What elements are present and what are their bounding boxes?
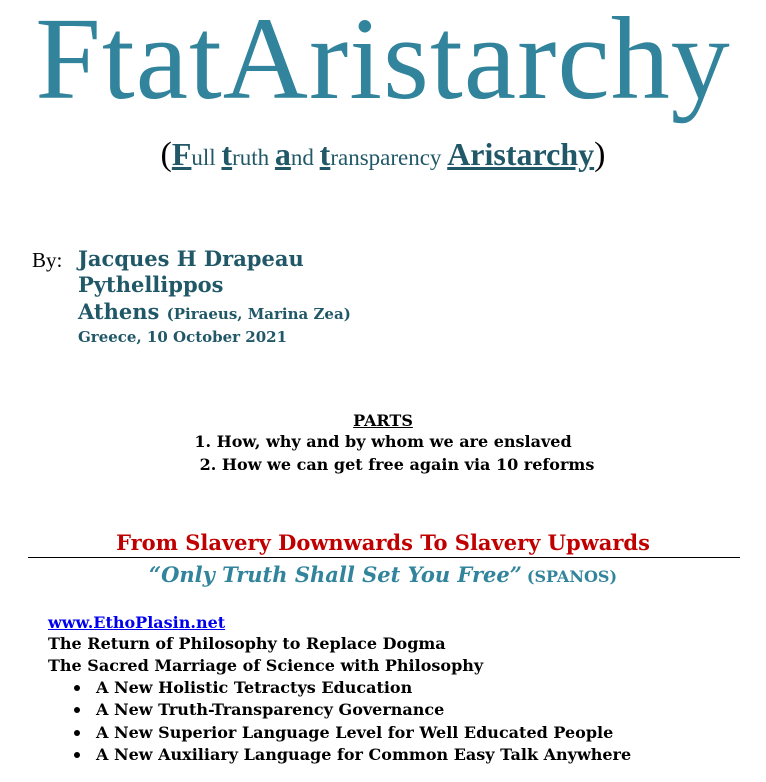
document-subtitle — [0, 132, 766, 180]
bullet-item-governance — [96, 699, 444, 721]
website-link[interactable]: www.EthoPlasin.net — [48, 613, 226, 632]
bullet-item-auxiliary-language — [96, 744, 631, 766]
bullet-dot-icon — [74, 752, 80, 758]
bullet-item-language-level — [96, 722, 613, 744]
subtitle-letter-t2: t — [319, 136, 331, 172]
slogan-heading: From Slavery Downwards To Slavery Upwards — [116, 530, 650, 555]
subtitle-letter-f: F — [171, 136, 192, 172]
byline-label: By: — [32, 248, 63, 272]
subtitle-open-paren: ( — [160, 136, 172, 173]
author-city-detail: (Piraeus, Marina Zea) — [166, 305, 351, 323]
subtitle-close-paren: ) — [594, 136, 606, 173]
part-item-2: 2. How we can get free again via 10 reforms — [199, 455, 595, 474]
quote-text: “Only Truth Shall Set You Free” — [148, 562, 522, 587]
author-alias: Pythellippos — [78, 272, 224, 297]
subtitle-letter-a: a — [274, 136, 291, 172]
horizontal-divider — [28, 557, 740, 558]
subtitle-word-aristarchy: Aristarchy — [447, 136, 595, 172]
bullet-text: A New Holistic Tetractys Education — [96, 678, 413, 697]
bullet-text: A New Superior Language Level for Well Educated People — [96, 723, 614, 742]
tagline-science: The Sacred Marriage of Science with Philosophy — [48, 656, 484, 675]
quote-line — [0, 561, 766, 591]
subtitle-letter-t1: t — [221, 136, 233, 172]
author-location — [78, 298, 351, 328]
subtitle-word-full: ull — [191, 145, 222, 170]
bullet-dot-icon — [74, 707, 80, 713]
author-date: Greece, 10 October 2021 — [78, 328, 288, 346]
document-title: FtatAristarchy — [35, 0, 731, 124]
part-item-1: 1. How, why and by whom we are enslaved — [194, 432, 572, 451]
subtitle-word-transparency: ransparency — [330, 145, 448, 170]
subtitle-word-and: nd — [290, 145, 320, 170]
subtitle-word-truth: ruth — [232, 145, 275, 170]
bullet-item-education — [96, 677, 412, 699]
quote-source: (SPANOS) — [526, 567, 618, 586]
author-city: Athens — [78, 299, 160, 324]
tagline-philosophy: The Return of Philosophy to Replace Dogma — [48, 634, 446, 653]
bullet-text: A New Truth-Transparency Governance — [96, 700, 445, 719]
bullet-dot-icon — [74, 730, 80, 736]
bullet-text: A New Auxiliary Language for Common Easy Talk Anywhere — [96, 745, 632, 764]
parts-heading: PARTS — [353, 411, 413, 430]
bullet-dot-icon — [74, 685, 80, 691]
author-name: Jacques H Drapeau — [78, 246, 304, 271]
